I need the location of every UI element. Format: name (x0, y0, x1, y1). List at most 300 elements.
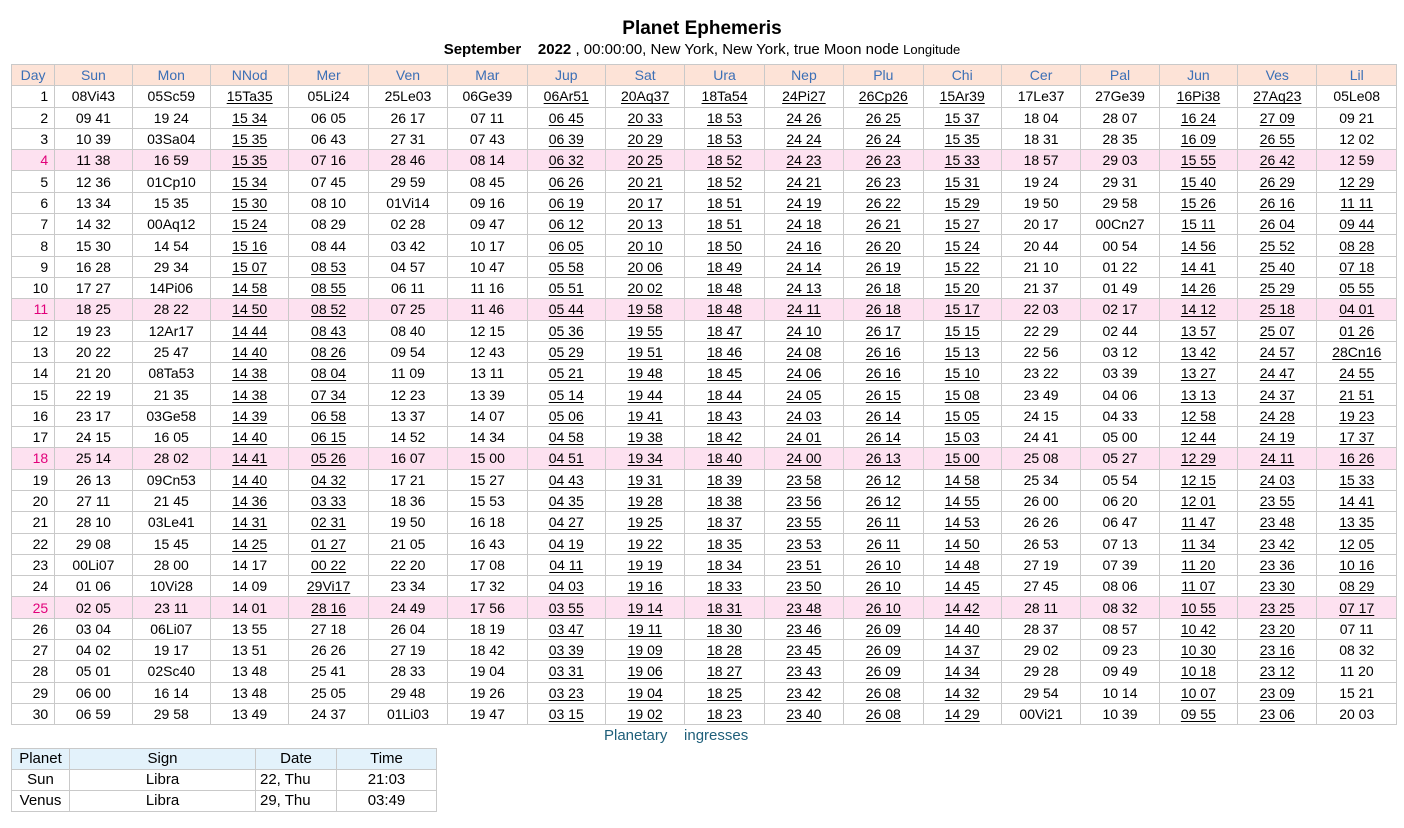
cell-value: 24 11 (786, 301, 821, 318)
cell-value: 11 11 (1340, 194, 1374, 211)
day-cell (12, 427, 55, 448)
subtitle-longitude: Longitude (903, 42, 961, 57)
cell-value: 28 16 (311, 599, 347, 616)
cell-value: 12 23 (390, 386, 426, 403)
cell-value: 24 37 (311, 706, 347, 723)
table-row (12, 661, 1397, 682)
cell-value: 14 52 (390, 429, 426, 446)
position-cell (368, 618, 447, 639)
cell-value: 03 39 (1102, 365, 1138, 382)
cell-value: 29 48 (390, 684, 426, 701)
position-cell (1081, 341, 1159, 362)
position-cell (1317, 576, 1397, 597)
cell-value: 18 35 (707, 535, 743, 552)
cell-value: 24 00 (786, 450, 822, 467)
cell-value: 07 13 (1102, 535, 1138, 552)
position-cell (923, 554, 1001, 575)
cell-value: 26 11 (866, 535, 901, 552)
cell-value: 18 48 (707, 301, 743, 318)
position-cell (1001, 341, 1080, 362)
column-header-sat: Sat (605, 65, 684, 86)
cell-value: 07 34 (311, 386, 347, 403)
position-cell (448, 256, 527, 277)
position-cell (1159, 171, 1237, 192)
cell-value: 23 48 (1259, 514, 1295, 531)
table-row (12, 107, 1397, 128)
position-cell (1081, 384, 1159, 405)
cell-value: 27 31 (390, 131, 426, 148)
position-cell (685, 618, 764, 639)
position-cell (132, 150, 210, 171)
position-cell (289, 618, 368, 639)
position-cell (1001, 256, 1080, 277)
position-cell (1001, 554, 1080, 575)
cell-value: 26 22 (865, 194, 901, 211)
position-cell (368, 682, 447, 703)
day-cell (12, 128, 55, 149)
position-cell (132, 277, 210, 298)
position-cell (844, 128, 923, 149)
cell-value: 15 11 (1181, 216, 1216, 233)
cell-value: 28 02 (153, 450, 189, 467)
position-cell (527, 320, 605, 341)
cell-value: 24 13 (786, 280, 822, 297)
cell-value: 15 30 (232, 194, 268, 211)
position-cell (1238, 576, 1317, 597)
cell-value: 24 06 (786, 365, 822, 382)
cell-value: 24 41 (1023, 429, 1059, 446)
cell-value: 06 32 (548, 152, 584, 169)
column-header-cer: Cer (1001, 65, 1080, 86)
cell-value: 14 29 (944, 706, 980, 723)
position-cell (55, 427, 132, 448)
cell-value: 15 13 (944, 344, 980, 360)
position-cell (1159, 256, 1237, 277)
position-cell (605, 171, 684, 192)
column-header-nep: Nep (764, 65, 843, 86)
cell-value: 24 47 (1259, 365, 1295, 382)
cell-value: 14 (32, 365, 49, 382)
position-cell (685, 533, 764, 554)
cell-value: 14 31 (232, 514, 268, 531)
position-cell (685, 214, 764, 235)
position-cell (1159, 640, 1237, 661)
cell-value: 24 37 (1259, 386, 1295, 403)
column-header-mer: Mer (289, 65, 368, 86)
cell-value: 15 27 (944, 216, 980, 233)
position-cell (764, 405, 843, 426)
position-cell (289, 448, 368, 469)
position-cell (1238, 150, 1317, 171)
position-cell (289, 703, 368, 724)
day-cell (12, 363, 55, 384)
cell-value: 24 23 (786, 152, 822, 169)
position-cell (1001, 661, 1080, 682)
cell-value: 15 34 (232, 173, 268, 190)
cell-value: 06Ar51 (543, 88, 589, 105)
position-cell (764, 192, 843, 213)
cell-value: 26 00 (1023, 493, 1059, 510)
cell-value: 26 04 (390, 620, 426, 637)
cell-value: 14 34 (944, 663, 980, 680)
position-cell (527, 256, 605, 277)
position-cell (685, 640, 764, 661)
cell-value: 13 39 (469, 386, 505, 403)
position-cell (923, 405, 1001, 426)
cell-value: 16 24 (1180, 109, 1216, 126)
cell-value: 20 02 (627, 280, 663, 297)
cell-value: 12 58 (1180, 407, 1216, 424)
cell-value: 26 18 (865, 280, 901, 297)
position-cell (132, 171, 210, 192)
cell-value: 29 31 (1102, 173, 1138, 190)
day-cell (12, 171, 55, 192)
cell-value: 07 16 (311, 152, 347, 169)
cell-value: 16Pi38 (1176, 88, 1221, 105)
position-cell (1317, 214, 1397, 235)
cell-value: 26Cp26 (858, 88, 908, 105)
cell-value: 25 08 (1023, 450, 1059, 467)
cell-value: 07 43 (469, 131, 505, 148)
cell-value: 08 53 (311, 258, 347, 275)
position-cell (448, 469, 527, 490)
cell-value: 16 09 (1180, 131, 1216, 148)
position-cell (55, 128, 132, 149)
cell-value: 15 30 (75, 237, 111, 254)
cell-value: 18 (32, 450, 49, 467)
position-cell (448, 277, 527, 298)
cell-value: 26 29 (1259, 173, 1295, 190)
cell-value: 19 22 (627, 535, 663, 552)
position-cell (1001, 320, 1080, 341)
cell-value: 19 16 (627, 578, 663, 595)
cell-value: 19 24 (153, 109, 189, 126)
cell-value: 27 18 (311, 620, 347, 637)
position-cell (1159, 618, 1237, 639)
position-cell (210, 341, 288, 362)
position-cell (132, 427, 210, 448)
position-cell (289, 597, 368, 618)
position-cell (685, 490, 764, 511)
cell-value: 20 44 (1023, 237, 1059, 254)
table-row (12, 86, 1397, 107)
cell-value: 18 46 (707, 344, 743, 360)
cell-value: 16 28 (75, 258, 111, 275)
cell-value: 10 30 (1180, 642, 1216, 659)
cell-value: 24 55 (1339, 365, 1375, 382)
position-cell (448, 448, 527, 469)
cell-value: 15 21 (1339, 684, 1375, 701)
day-cell (12, 150, 55, 171)
position-cell (1317, 427, 1397, 448)
cell-value: 10 42 (1180, 620, 1216, 637)
cell-value: 26 10 (865, 556, 901, 573)
position-cell (605, 448, 684, 469)
position-cell (685, 235, 764, 256)
position-cell (1001, 427, 1080, 448)
position-cell (1001, 235, 1080, 256)
cell-value: 14Pi06 (149, 280, 194, 297)
cell-value: 14 45 (944, 578, 980, 595)
position-cell (210, 576, 288, 597)
position-cell (685, 128, 764, 149)
cell-value: 15 10 (944, 365, 980, 382)
cell-value: 12 29 (1339, 173, 1375, 190)
position-cell (605, 299, 684, 320)
position-cell (289, 682, 368, 703)
column-header-day: Day (12, 65, 55, 86)
position-cell (448, 320, 527, 341)
position-cell (527, 682, 605, 703)
day-cell (12, 533, 55, 554)
position-cell (605, 469, 684, 490)
position-cell (923, 490, 1001, 511)
cell-value: 06 11 (390, 280, 425, 297)
position-cell (368, 554, 447, 575)
cell-value: 21 51 (1339, 386, 1375, 403)
cell-value: 25 18 (1259, 301, 1295, 318)
position-cell (527, 128, 605, 149)
position-cell (1317, 128, 1397, 149)
position-cell (605, 512, 684, 533)
cell-value: 07 25 (390, 301, 426, 318)
cell-value: 04 06 (1102, 386, 1138, 403)
position-cell (685, 682, 764, 703)
cell-value: 09 47 (469, 216, 505, 233)
position-cell (448, 363, 527, 384)
cell-value: 14 32 (75, 216, 111, 233)
cell-value: 15Ta35 (226, 88, 273, 105)
position-cell (685, 299, 764, 320)
position-cell (210, 363, 288, 384)
cell-value: 14 53 (944, 514, 980, 531)
cell-value: 10 (32, 280, 49, 297)
cell-value: 20 (32, 493, 49, 510)
position-cell (1238, 299, 1317, 320)
position-cell (605, 490, 684, 511)
day-cell (12, 405, 55, 426)
table-row (12, 490, 1397, 511)
position-cell (764, 363, 843, 384)
position-cell (448, 512, 527, 533)
position-cell (289, 320, 368, 341)
cell-value: 14 36 (232, 493, 268, 510)
position-cell (55, 469, 132, 490)
ingresses-header-row (12, 749, 437, 770)
cell-value: 25 40 (1259, 258, 1295, 275)
cell-value: 06 39 (548, 131, 584, 148)
cell-value: 05 00 (1102, 429, 1138, 446)
ingress-header-planet: Planet (12, 749, 70, 770)
cell-value: 21 35 (153, 386, 189, 403)
table-row (12, 576, 1397, 597)
position-cell (605, 427, 684, 448)
position-cell (132, 86, 210, 107)
cell-value: 13 51 (232, 642, 268, 659)
cell-value: 06 19 (548, 194, 584, 211)
cell-value: 08 06 (1102, 578, 1138, 595)
cell-value: 25 47 (153, 344, 189, 360)
position-cell (132, 320, 210, 341)
position-cell (605, 554, 684, 575)
position-cell (844, 640, 923, 661)
cell-value: 05 21 (548, 365, 584, 382)
position-cell (764, 277, 843, 298)
cell-value: 15 27 (469, 471, 505, 488)
table-row (12, 256, 1397, 277)
position-cell (289, 512, 368, 533)
position-cell (210, 107, 288, 128)
cell-value: 17 27 (75, 280, 111, 297)
cell-value: 20 03 (1339, 706, 1375, 723)
column-header-ven: Ven (368, 65, 447, 86)
cell-value: 17 08 (469, 556, 505, 573)
cell-value: 05 55 (1339, 280, 1375, 297)
position-cell (527, 703, 605, 724)
cell-value: 18 48 (707, 280, 743, 297)
position-cell (527, 618, 605, 639)
position-cell (685, 512, 764, 533)
cell-value: 23 46 (786, 620, 822, 637)
position-cell (527, 554, 605, 575)
position-cell (1001, 384, 1080, 405)
cell-value: 25 05 (311, 684, 347, 701)
position-cell (527, 86, 605, 107)
cell-value: 12 29 (1180, 450, 1216, 467)
position-cell (368, 405, 447, 426)
position-cell (685, 277, 764, 298)
cell-value: 19 34 (627, 450, 663, 467)
position-cell (1238, 554, 1317, 575)
position-cell (527, 363, 605, 384)
position-cell (210, 256, 288, 277)
cell-value: 05 27 (1102, 450, 1138, 467)
cell-value: 26 (32, 620, 49, 637)
position-cell (605, 150, 684, 171)
cell-value: 08Vi43 (71, 88, 116, 105)
cell-value: 18 45 (707, 365, 743, 382)
position-cell (844, 427, 923, 448)
position-cell (1001, 640, 1080, 661)
position-cell (1159, 299, 1237, 320)
cell-value: 24 21 (786, 173, 822, 190)
position-cell (605, 214, 684, 235)
cell-value: 27Ge39 (1095, 88, 1145, 105)
cell-value: 26 14 (865, 429, 901, 446)
position-cell (605, 107, 684, 128)
ingress-row (12, 791, 437, 812)
cell-value: 23 55 (786, 514, 822, 531)
position-cell (923, 448, 1001, 469)
day-cell (12, 320, 55, 341)
cell-value: 09 16 (469, 194, 505, 211)
cell-value: 24 15 (1023, 407, 1059, 424)
position-cell (685, 703, 764, 724)
cell-value: 29 02 (1023, 642, 1059, 659)
day-cell (12, 256, 55, 277)
position-cell (1159, 661, 1237, 682)
cell-value: 09 23 (1102, 642, 1138, 659)
position-cell (448, 214, 527, 235)
position-cell (210, 299, 288, 320)
cell-value: 14 17 (232, 556, 268, 573)
position-cell (289, 469, 368, 490)
cell-value: 07 11 (470, 109, 505, 126)
cell-value: 14 09 (232, 578, 268, 595)
cell-value: 22 (32, 535, 49, 552)
cell-value: 09Cn53 (146, 471, 196, 488)
cell-value: 08 29 (1339, 578, 1375, 595)
cell-value: 26 24 (865, 131, 901, 148)
cell-value: 17 (32, 429, 49, 446)
cell-value: 14 12 (1180, 301, 1216, 318)
ingress-header-time: Time (337, 749, 437, 770)
cell-value: 21 10 (1023, 258, 1059, 275)
position-cell (1159, 490, 1237, 511)
cell-value: 15 (32, 386, 49, 403)
position-cell (289, 86, 368, 107)
position-cell (368, 277, 447, 298)
position-cell (844, 661, 923, 682)
cell-value: 18 39 (707, 471, 743, 488)
cell-value: 08 32 (1339, 642, 1375, 659)
cell-value: 18 52 (707, 152, 743, 169)
cell-value: 25 29 (1259, 280, 1295, 297)
cell-value: 3 (40, 131, 49, 148)
position-cell (55, 86, 132, 107)
cell-value: 24Pi27 (782, 88, 826, 105)
cell-value: 20 06 (627, 258, 663, 275)
cell-value: 18 42 (707, 429, 743, 446)
column-header-nnod: NNod (210, 65, 288, 86)
cell-value: 18 57 (1023, 152, 1059, 169)
position-cell (1159, 150, 1237, 171)
cell-value: 28 10 (75, 514, 111, 531)
position-cell (1081, 235, 1159, 256)
cell-value: 10 16 (1339, 556, 1375, 573)
position-cell (923, 661, 1001, 682)
position-cell (55, 576, 132, 597)
cell-value: 07 11 (1339, 620, 1374, 637)
position-cell (1238, 405, 1317, 426)
position-cell (923, 277, 1001, 298)
cell-value: 23 16 (1259, 642, 1295, 659)
position-cell (527, 277, 605, 298)
position-cell (448, 597, 527, 618)
position-cell (1317, 363, 1397, 384)
position-cell (132, 299, 210, 320)
position-cell (923, 469, 1001, 490)
cell-value: 24 15 (75, 429, 111, 446)
position-cell (448, 384, 527, 405)
position-cell (685, 86, 764, 107)
cell-value: 25 41 (311, 663, 347, 680)
cell-value: 27 19 (1023, 556, 1059, 573)
position-cell (605, 640, 684, 661)
position-cell (923, 618, 1001, 639)
cell-value: 23 48 (786, 599, 822, 616)
position-cell (764, 597, 843, 618)
cell-value: 19 28 (627, 493, 663, 510)
column-header-jup: Jup (527, 65, 605, 86)
position-cell (923, 150, 1001, 171)
position-cell (527, 640, 605, 661)
ingress-cell: 21:03 (337, 770, 437, 791)
position-cell (1081, 214, 1159, 235)
position-cell (1317, 384, 1397, 405)
position-cell (764, 448, 843, 469)
position-cell (1159, 277, 1237, 298)
